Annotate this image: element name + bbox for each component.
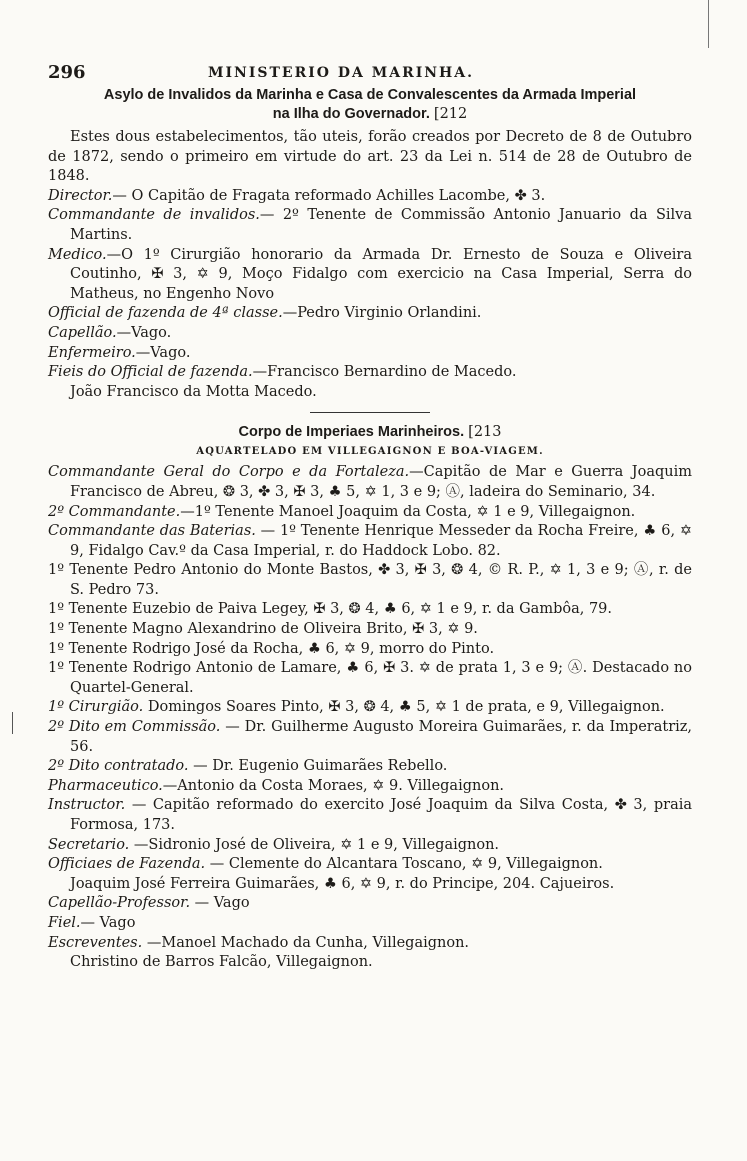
entry-role: 2º Dito contratado.	[48, 758, 189, 775]
entry-text: — Dr. Eugenio Guimarães Rebello.	[188, 758, 448, 775]
edge-mark	[12, 712, 13, 734]
entry-text: 1º Tenente Euzebio de Paiva Legey, ✠ 3, ❂ 4, ♣ 6, ✡ 1 e 9, r. da Gambôa, 79.	[48, 601, 613, 618]
running-header	[48, 62, 692, 86]
entry	[48, 561, 692, 600]
entry	[48, 246, 692, 305]
entry-role: 1º Cirurgião.	[48, 699, 144, 716]
entry	[48, 855, 692, 875]
entry	[48, 522, 692, 561]
entry-text: — Vago	[190, 895, 250, 912]
entry	[48, 463, 692, 502]
entry-continuation: João Francisco da Motta Macedo.	[70, 383, 317, 400]
entry	[48, 304, 692, 324]
entry-text: Domingos Soares Pinto, ✠ 3, ❂ 4, ♣ 5, ✡ 1 de prata, e 9, Villegaignon.	[143, 699, 665, 716]
section-divider	[310, 412, 430, 413]
entry-role: 2º Commandante.	[48, 503, 181, 520]
section-title-corpo	[48, 423, 692, 442]
entry-text: —Sidronio José de Oliveira, ✡ 1 e 9, Villegaignon.	[129, 836, 500, 853]
entry-text: — O Capitão de Fragata reformado Achilles Lacombe, ✤ 3.	[112, 187, 546, 204]
entry	[48, 894, 692, 914]
entry-text: —O 1º Cirurgião honorario da Armada Dr. Ernesto de Souza e Oliveira Coutinho, ✠ 3, ✡ 9, Moço Fidalgo com exercicio na Casa Imperial, Serra do Matheus, no Engenho Novo	[70, 246, 692, 302]
entry	[48, 698, 692, 718]
section-title-line2: na Ilha do Governador.	[272, 106, 430, 122]
entry-continuation: Joaquim José Ferreira Guimarães, ♣ 6, ✡ 9, r. do Principe, 204. Cajueiros.	[70, 875, 615, 892]
entry-text: —Capitão de Mar e Guerra Joaquim Francisco de Abreu, ❂ 3, ✤ 3, ✠ 3, ♣ 5, ✡ 1, 3 e 9; Ⓐ, ladeira do Seminario, 34.	[70, 464, 692, 500]
entry-role: Officiaes de Fazenda.	[48, 856, 206, 873]
entry-text: —Antonio da Costa Moraes, ✡ 9. Villegaignon.	[162, 777, 505, 794]
entry-text: —Vago.	[135, 344, 191, 361]
entry	[48, 503, 692, 523]
section-title-line1: Asylo de Invalidos da Marinha e Casa de Convalescentes da Armada Imperial	[103, 87, 637, 103]
entry-role: Director.	[48, 187, 113, 204]
section-ref: [212	[433, 106, 468, 122]
entry-text: — Clemente do Alcantara Toscano, ✡ 9, Villegaignon.	[205, 856, 603, 873]
entry	[48, 836, 692, 856]
entry	[48, 796, 692, 835]
entry	[48, 187, 692, 207]
entry-role: Commandante de invalidos.	[48, 207, 260, 224]
entry-text: 1º Tenente Rodrigo Antonio de Lamare, ♣ 6, ✠ 3. ✡ de prata 1, 3 e 9; Ⓐ. Destacado no Quartel-General.	[48, 660, 692, 696]
entry	[48, 600, 692, 620]
entry	[48, 344, 692, 364]
entry-role: Escreventes.	[48, 934, 143, 951]
entry	[48, 324, 692, 344]
entry-role: Medico.	[48, 246, 107, 263]
entry	[48, 757, 692, 777]
section-subtitle: AQUARTELADO EM VILLEGAIGNON E BOA-VIAGEM.	[196, 446, 544, 458]
entry-text: 1º Tenente Rodrigo José da Rocha, ♣ 6, ✡ 9, morro do Pinto.	[48, 640, 495, 657]
section-title: Corpo de Imperiaes Marinheiros.	[238, 424, 465, 441]
intro-paragraph: Estes dous estabelecimentos, tão uteis, forão creados por Decreto de 8 de Outubro de 1872, sendo o primeiro em virtude do art. 23 da Lei n. 514 de 28 de Outubro de 1848.	[48, 129, 692, 185]
entry-role: Official de fazenda de 4ª classe.	[48, 305, 283, 322]
entry	[48, 718, 692, 757]
entry-role: Commandante Geral do Corpo e da Fortaleza.	[48, 464, 410, 481]
margin-line	[708, 0, 709, 48]
entry-text: —Pedro Virginio Orlandini.	[282, 305, 482, 322]
entry-role: Capellão.	[48, 324, 117, 341]
entry	[48, 206, 692, 245]
page	[48, 62, 692, 973]
entry-text: —1º Tenente Manoel Joaquim da Costa, ✡ 1 e 9, Villegaignon.	[180, 503, 636, 520]
entry	[48, 659, 692, 698]
entry-text: — Dr. Guilherme Augusto Moreira Guimarães, r. da Imperatriz, 56.	[70, 719, 693, 755]
section-ref: [213	[468, 424, 502, 441]
entry-role: 2º Dito em Commissão.	[48, 719, 221, 736]
page-number: 296	[48, 62, 86, 83]
entry-role: Instructor.	[48, 797, 126, 814]
section-title-asylo	[48, 86, 692, 124]
entry-text: — Capitão reformado do exercito José Joaquim da Silva Costa, ✤ 3, praia Formosa, 173.	[70, 797, 692, 833]
entry	[48, 363, 692, 383]
entry	[48, 914, 692, 934]
entry	[48, 620, 692, 640]
entry	[48, 640, 692, 660]
entry	[48, 934, 692, 954]
entry-text: — 1º Tenente Henrique Messeder da Rocha Freire, ♣ 6, ✡ 9, Fidalgo Cav.º da Casa Imperial, r. do Haddock Lobo. 82.	[70, 523, 692, 559]
entry-role: Commandante das Baterias.	[48, 523, 256, 540]
entry-text: —Francisco Bernardino de Macedo.	[252, 364, 517, 381]
entry-role: Capellão-Professor.	[48, 895, 191, 912]
entry-text: — 2º Tenente de Commissão Antonio Januario da Silva Martins.	[70, 207, 692, 243]
entry	[48, 777, 692, 797]
running-title: MINISTERIO DA MARINHA.	[208, 65, 475, 81]
entry-text: 1º Tenente Magno Alexandrino de Oliveira Brito, ✠ 3, ✡ 9.	[48, 621, 478, 638]
entry-role: Secretario.	[48, 836, 130, 853]
entry-text: —Vago.	[116, 324, 172, 341]
entry-text: 1º Tenente Pedro Antonio do Monte Bastos, ✤ 3, ✠ 3, ❂ 4, © R. P., ✡ 1, 3 e 9; Ⓐ, r. de S. Pedro 73.	[48, 562, 692, 598]
entry-text: —Manoel Machado da Cunha, Villegaignon.	[142, 934, 470, 951]
entry-continuation: Christino de Barros Falcão, Villegaignon.	[70, 954, 373, 971]
entry-role: Pharmaceutico.	[48, 777, 163, 794]
entry-text: — Vago	[80, 914, 136, 931]
entry-role: Fieis do Official de fazenda.	[48, 364, 253, 381]
entry-role: Enfermeiro.	[48, 344, 136, 361]
entry-role: Fiel.	[48, 914, 81, 931]
